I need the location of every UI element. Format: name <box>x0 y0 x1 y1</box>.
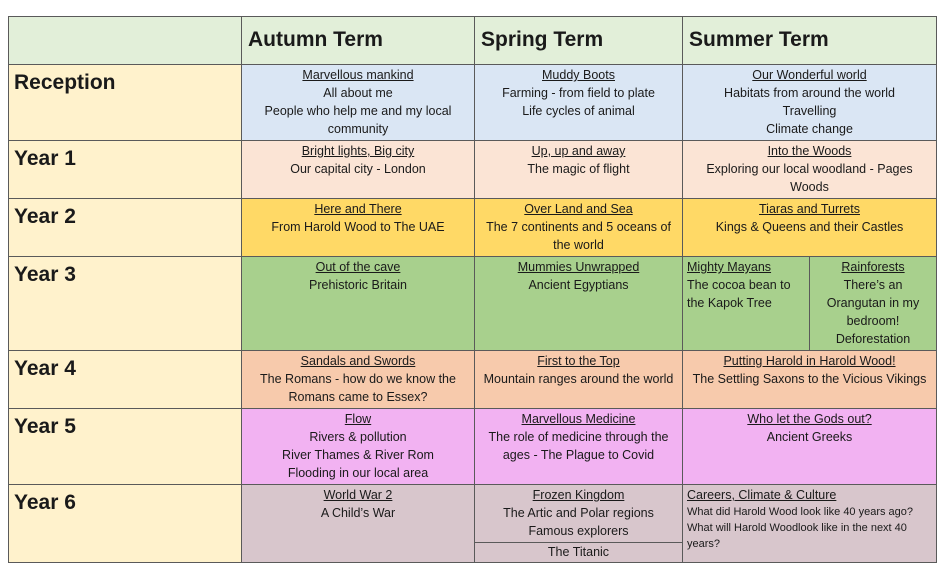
topic-title: Here and There <box>314 202 402 216</box>
year-label-year5: Year 5 <box>9 409 242 485</box>
curriculum-table <box>8 16 937 563</box>
topic-title: Putting Harold in Harold Wood! <box>723 354 896 368</box>
topic-title: Flow <box>344 412 372 426</box>
year-label-year6: Year 6 <box>9 485 242 563</box>
cell-year6-spring-extra: The Titanic <box>475 542 682 562</box>
cell-year2-summer <box>683 199 937 257</box>
topic-line: Ancient Greeks <box>766 430 853 444</box>
cell-year5-summer <box>683 409 937 485</box>
cell-reception-summer <box>683 65 937 141</box>
cell-year3-summer-b <box>810 257 937 351</box>
topic-line: The 7 continents and 5 oceans of the world <box>486 220 671 252</box>
topic-title: Rainforests <box>841 260 905 274</box>
row-year2 <box>9 199 937 257</box>
topic-line: Ancient Egyptians <box>528 278 629 292</box>
topic-title: Into the Woods <box>767 144 852 158</box>
topic-line: A Child’s War <box>320 506 396 520</box>
topic-line: The magic of flight <box>527 162 630 176</box>
topic-title: Bright lights, Big city <box>301 144 415 158</box>
topic-line: Farming - from field to plate <box>502 86 655 100</box>
topic-line: Kings & Queens and their Castles <box>715 220 904 234</box>
header-row <box>9 17 937 65</box>
topic-line: There’s an Orangutan in my bedroom! <box>826 278 920 328</box>
cell-year4-spring <box>475 351 683 409</box>
topic-title: Marvellous mankind <box>302 68 414 82</box>
topic-title: Out of the cave <box>315 260 401 274</box>
topic-title: Mighty Mayans <box>687 260 772 274</box>
topic-line: Habitats from around the world <box>724 86 895 100</box>
topic-title: Who let the Gods out? <box>747 412 872 426</box>
topic-title: Tiaras and Turrets <box>759 202 860 216</box>
cell-year2-autumn <box>242 199 475 257</box>
row-reception <box>9 65 937 141</box>
topic-title: Over Land and Sea <box>524 202 633 216</box>
year-label-reception: Reception <box>9 65 242 141</box>
cell-year4-autumn <box>242 351 475 409</box>
topic-title: Mummies Unwrapped <box>517 260 640 274</box>
topic-line: River Thames & River Rom <box>282 448 434 462</box>
cell-year1-summer <box>683 141 937 199</box>
topic-line: Our capital city - London <box>290 162 426 176</box>
cell-year6-spring-top <box>475 485 682 542</box>
topic-line: What did Harold Wood look like 40 years ago? <box>687 506 914 518</box>
topic-line: Rivers & pollution <box>309 430 407 444</box>
cell-year5-autumn <box>242 409 475 485</box>
topic-line: What will Harold Woodlook like in the next 40 years? <box>687 522 907 550</box>
topic-line: The Settling Saxons to the Vicious Vikings <box>692 372 927 386</box>
header-summer: Summer Term <box>683 17 937 65</box>
year-label-year4: Year 4 <box>9 351 242 409</box>
topic-line: The Romans - how do we know the Romans came to Essex? <box>260 372 456 404</box>
cell-reception-spring <box>475 65 683 141</box>
topic-line: Mountain ranges around the world <box>483 372 674 386</box>
year-label-year3: Year 3 <box>9 257 242 351</box>
topic-line: Deforestation <box>835 332 911 346</box>
cell-year3-autumn <box>242 257 475 351</box>
topic-title: Frozen Kingdom <box>532 488 625 502</box>
topic-line: Life cycles of animal <box>522 104 635 118</box>
cell-year3-summer-a <box>683 257 810 351</box>
topic-line: Prehistoric Britain <box>309 278 407 292</box>
topic-line: People who help me and my local community <box>264 104 452 136</box>
topic-line: The Artic and Polar regions <box>503 506 654 520</box>
row-year3 <box>9 257 937 351</box>
cell-reception-autumn <box>242 65 475 141</box>
row-year5 <box>9 409 937 485</box>
topic-line: Flooding in our local area <box>287 466 429 480</box>
row-year4 <box>9 351 937 409</box>
cell-year3-spring <box>475 257 683 351</box>
cell-year5-spring <box>475 409 683 485</box>
topic-line: From Harold Wood to The UAE <box>271 220 445 234</box>
topic-title: World War 2 <box>323 488 393 502</box>
topic-line: Famous explorers <box>528 524 629 538</box>
cell-year2-spring <box>475 199 683 257</box>
year-label-year2: Year 2 <box>9 199 242 257</box>
row-year1 <box>9 141 937 199</box>
topic-line: The cocoa bean to the Kapok Tree <box>687 278 791 310</box>
cell-year4-summer <box>683 351 937 409</box>
header-spring: Spring Term <box>475 17 683 65</box>
topic-title: Our Wonderful world <box>752 68 867 82</box>
topic-line: Travelling <box>782 104 837 118</box>
cell-year1-spring <box>475 141 683 199</box>
topic-title: First to the Top <box>537 354 620 368</box>
topic-title: Marvellous Medicine <box>521 412 636 426</box>
header-autumn: Autumn Term <box>242 17 475 65</box>
topic-title: Muddy Boots <box>542 68 615 82</box>
topic-title: Up, up and away <box>531 144 626 158</box>
topic-line: All about me <box>323 86 393 100</box>
topic-line: Climate change <box>766 122 853 136</box>
corner-cell <box>9 17 242 65</box>
topic-line: The role of medicine through the ages - The Plague to Covid <box>488 430 669 462</box>
cell-year1-autumn <box>242 141 475 199</box>
topic-title: Sandals and Swords <box>300 354 416 368</box>
topic-line: Exploring our local woodland - Pages Woods <box>706 162 913 194</box>
topic-title: Careers, Climate & Culture <box>687 488 837 502</box>
year-label-year1: Year 1 <box>9 141 242 199</box>
